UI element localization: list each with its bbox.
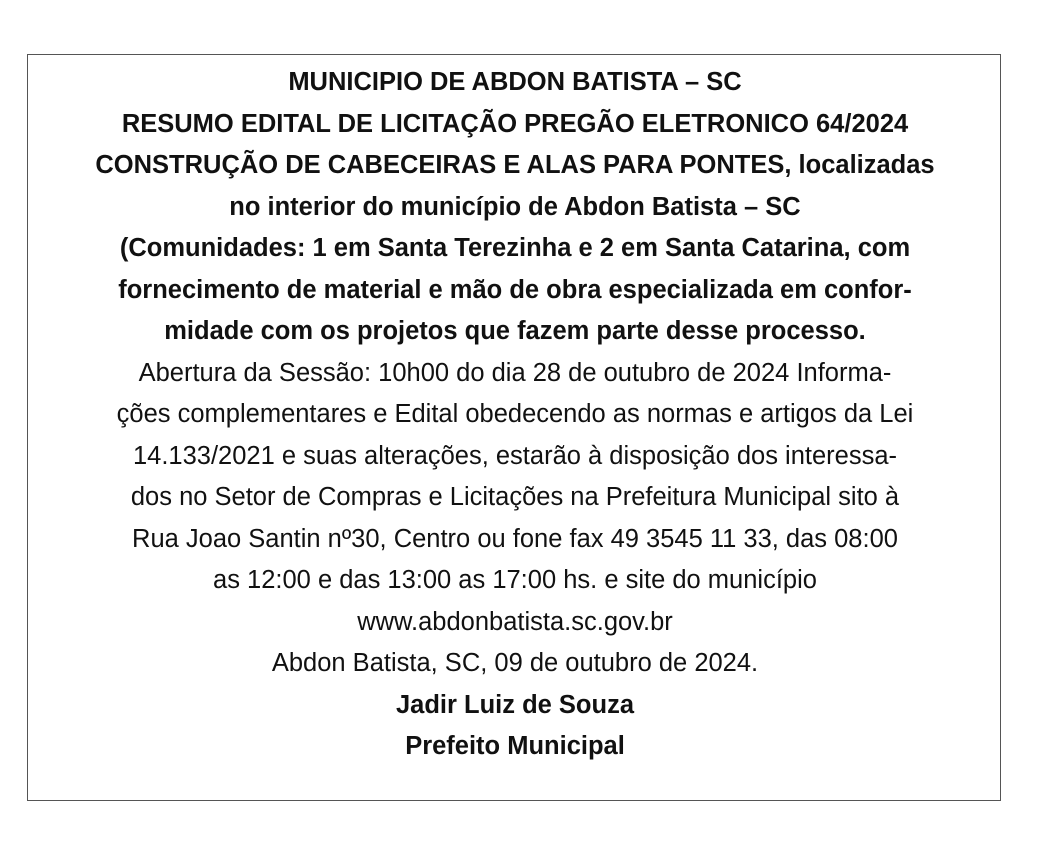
object-line: no interior do município de Abdon Batista – SC: [229, 192, 801, 221]
municipality-heading: MUNICIPIO DE ABDON BATISTA – SC: [288, 68, 742, 96]
signatory-title: Prefeito Municipal: [405, 732, 625, 760]
object-line: midade com os projetos que fazem parte desse processo.: [164, 317, 866, 345]
body-line: as 12:00 e das 13:00 as 17:00 hs. e site do município: [213, 566, 817, 594]
body-line: Abertura da Sessão: 10h00 do dia 28 de outubro de 2024 Informa-: [138, 358, 892, 387]
body-line: ções complementares e Edital obedecendo as normas e artigos da Lei: [116, 400, 914, 428]
body-line: 14.133/2021 e suas alterações, estarão à disposição dos interessa-: [132, 441, 898, 470]
object-line: (Comunidades: 1 em Santa Terezinha e 2 em Santa Catarina, com: [119, 234, 911, 262]
object-line: CONSTRUÇÃO DE CABECEIRAS E ALAS PARA PONTES, localizadas: [95, 151, 935, 179]
website-line: www.abdonbatista.sc.gov.br: [357, 607, 673, 636]
notice-title: RESUMO EDITAL DE LICITAÇÃO PREGÃO ELETRONICO 64/2024: [121, 109, 909, 138]
signatory-name: Jadir Luiz de Souza: [395, 690, 635, 719]
notice-content: [28, 62, 1002, 768]
body-line: Rua Joao Santin nº30, Centro ou fone fax 49 3545 11 33, das 08:00: [132, 524, 898, 553]
object-line: fornecimento de material e mão de obra especializada em confor-: [118, 275, 912, 304]
date-line: Abdon Batista, SC, 09 de outubro de 2024.: [271, 649, 759, 677]
body-line: dos no Setor de Compras e Licitações na Prefeitura Municipal sito à: [130, 483, 900, 511]
